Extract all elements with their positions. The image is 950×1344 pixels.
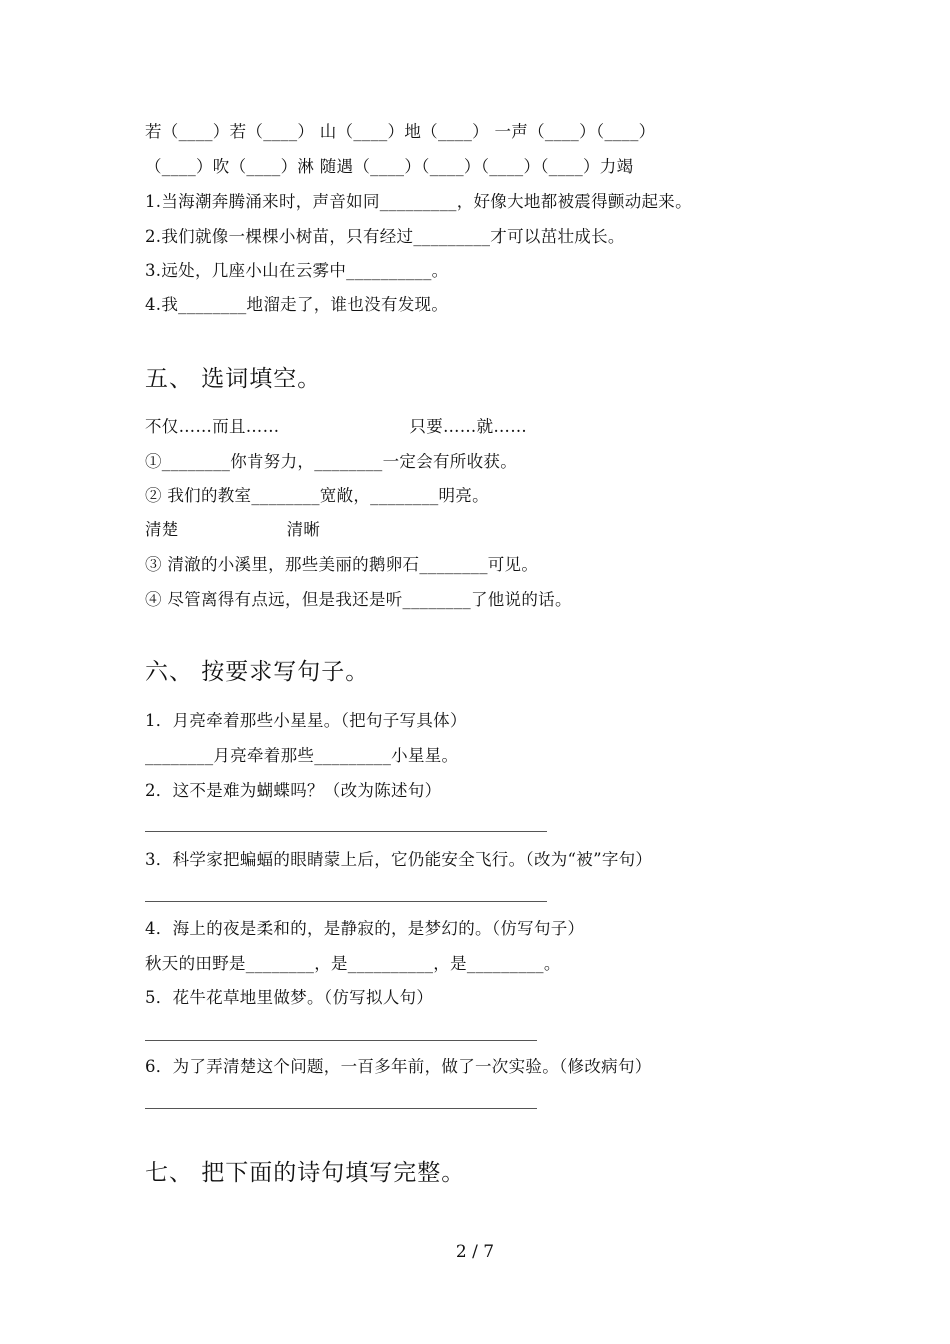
idiom-fill-row-1: 若（____）若（____） 山（____）地（____） 一声（____）（____） [145, 122, 656, 141]
rewrite-item-6: 6．为了弄清楚这个问题，一百多年前，做了一次实验。（修改病句） [145, 1057, 652, 1076]
answer-line-6 [145, 1108, 537, 1109]
answer-line-5 [145, 1040, 537, 1041]
fill-sentence-1: 1.当海潮奔腾涌来时，声音如同_________，好像大地都被震得颤动起来。 [145, 192, 692, 211]
word-options-group-a [145, 416, 527, 438]
choice-sentence-2: ② 我们的教室________宽敞，________明亮。 [145, 486, 489, 505]
choice-sentence-1: ①________你肯努力，________一定会有所收获。 [145, 452, 517, 471]
rewrite-item-1-fill: ________月亮牵着那些_________小星星。 [145, 746, 459, 765]
section-5-heading: 五、 选词填空。 [145, 366, 322, 392]
rewrite-item-1: 1．月亮牵着那些小星星。（把句子写具体） [145, 711, 467, 730]
idiom-fill-row-2: （____）吹（____）淋 随遇（____）（____）（____）（____）力竭 [145, 157, 634, 176]
word-option-2: 只要……就…… [409, 417, 528, 436]
word-option-3: 清楚 [145, 520, 179, 539]
choice-sentence-4: ④ 尽管离得有点远，但是我还是听________了他说的话。 [145, 590, 572, 609]
rewrite-item-4-fill: 秋天的田野是________，是__________，是_________。 [145, 954, 561, 973]
word-option-4: 清晰 [286, 520, 321, 539]
rewrite-item-4: 4．海上的夜是柔和的，是静寂的，是梦幻的。（仿写句子） [145, 919, 585, 938]
choice-sentence-3: ③ 清澈的小溪里，那些美丽的鹅卵石________可见。 [145, 555, 539, 574]
word-options-group-b [145, 519, 320, 541]
answer-line-3 [145, 901, 547, 902]
word-option-1: 不仅……而且…… [145, 417, 280, 436]
section-7-heading: 七、 把下面的诗句填写完整。 [145, 1160, 466, 1186]
fill-sentence-4: 4.我________地溜走了，谁也没有发现。 [145, 295, 449, 314]
fill-sentence-2: 2.我们就像一棵棵小树苗，只有经过_________才可以茁壮成长。 [145, 227, 625, 246]
rewrite-item-2: 2．这不是难为蝴蝶吗？（改为陈述句） [145, 781, 442, 800]
rewrite-item-3: 3．科学家把蝙蝠的眼睛蒙上后，它仍能安全飞行。（改为“被”字句） [145, 850, 653, 869]
rewrite-item-5: 5．花牛花草地里做梦。（仿写拟人句） [145, 988, 434, 1007]
section-6-heading: 六、 按要求写句子。 [145, 659, 370, 685]
answer-line-2 [145, 831, 547, 832]
fill-sentence-3: 3.远处，几座小山在云雾中__________。 [145, 261, 449, 280]
page-number: 2 / 7 [455, 1242, 495, 1262]
